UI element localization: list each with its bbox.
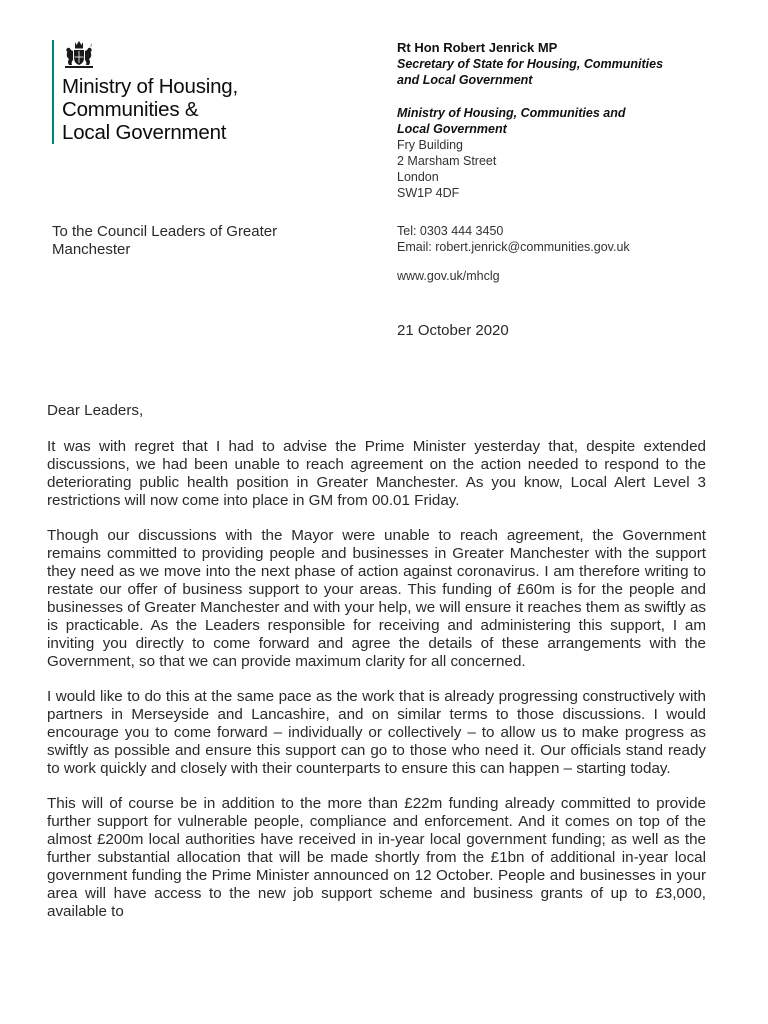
body-paragraph: This will of course be in addition to the more than £22m funding already committed to provide further support for vulnerable people, compliance and enforcement. And it comes on top of the almost £200m local authorities have received in in-year local government funding; as well as the further substantial allocation that will be made shortly from the £1bn of additional in-year local government funding the Prime Minister announced on 12 October. People and businesses in your area will have access to the new job support scheme and business grants of up to £3,000, available to <box>47 795 706 920</box>
body-paragraph: I would like to do this at the same pace as the work that is already progressing constructively with partners in Merseyside and Lancashire, and on similar terms to those discussions. I would encourage you to come forward – individually or collectively – to allow us to make progress as swiftly as possible and ensure this support can go to those who need it. Our officials stand ready to work quickly and closely with their counterparts to ensure this can happen – starting today. <box>47 688 706 777</box>
telephone: Tel: 0303 444 3450 <box>397 224 504 238</box>
sender-address <box>397 137 727 201</box>
contact-details <box>397 223 630 255</box>
department-logo <box>52 40 292 150</box>
sender-org-line: Ministry of Housing, Communities and <box>397 106 626 120</box>
body-paragraph: It was with regret that I had to advise the Prime Minister yesterday that, despite extended discussions, we had been unable to reach agreement on the action needed to respond to the deteriorating public health position in Greater Manchester. As you know, Local Alert Level 3 restrictions will now come into place in GM from 00.01 Friday. <box>47 438 706 509</box>
body-paragraph: Though our discussions with the Mayor were unable to reach agreement, the Government remains committed to providing people and businesses in Greater Manchester with the support they need as we move into the next phase of action against coronavirus. I am therefore writing to restate our offer of business support to your areas. This funding of £60m is for the people and businesses of Greater Manchester and with your help, we will ensure it reaches them as swiftly as is practicable. As the Leaders responsible for receiving and administering this support, I am inviting you directly to come forward and agree the details of these arrangements with the Government, so that we can provide maximum clarity for all concerned. <box>47 527 706 670</box>
sender-name: Rt Hon Robert Jenrick MP <box>397 40 558 55</box>
letter-date: 21 October 2020 <box>397 322 509 339</box>
email-address: Email: robert.jenrick@communities.gov.uk <box>397 240 630 254</box>
letter-body <box>47 402 706 938</box>
address-line: 2 Marsham Street <box>397 154 497 168</box>
address-line: Fry Building <box>397 138 463 152</box>
department-name <box>62 75 238 144</box>
recipient-line: To the Council Leaders of Greater <box>52 223 278 240</box>
sender-role-line: Secretary of State for Housing, Communities <box>397 57 664 71</box>
sender-block <box>397 40 727 201</box>
salutation: Dear Leaders, <box>47 402 144 419</box>
department-name-line: Ministry of Housing, <box>62 75 239 98</box>
address-line: SW1P 4DF <box>397 186 460 200</box>
logo-accent-bar <box>52 40 54 144</box>
royal-coat-of-arms-icon <box>62 40 96 70</box>
department-name-line: Communities & <box>62 98 199 121</box>
recipient-line: Manchester <box>52 241 131 258</box>
recipient-block <box>52 223 277 259</box>
department-name-line: Local Government <box>62 121 227 144</box>
website-address: www.gov.uk/mhclg <box>397 269 500 283</box>
sender-role-line: and Local Government <box>397 73 533 87</box>
sender-organisation <box>397 105 727 137</box>
address-line: London <box>397 170 439 184</box>
sender-org-line: Local Government <box>397 122 507 136</box>
